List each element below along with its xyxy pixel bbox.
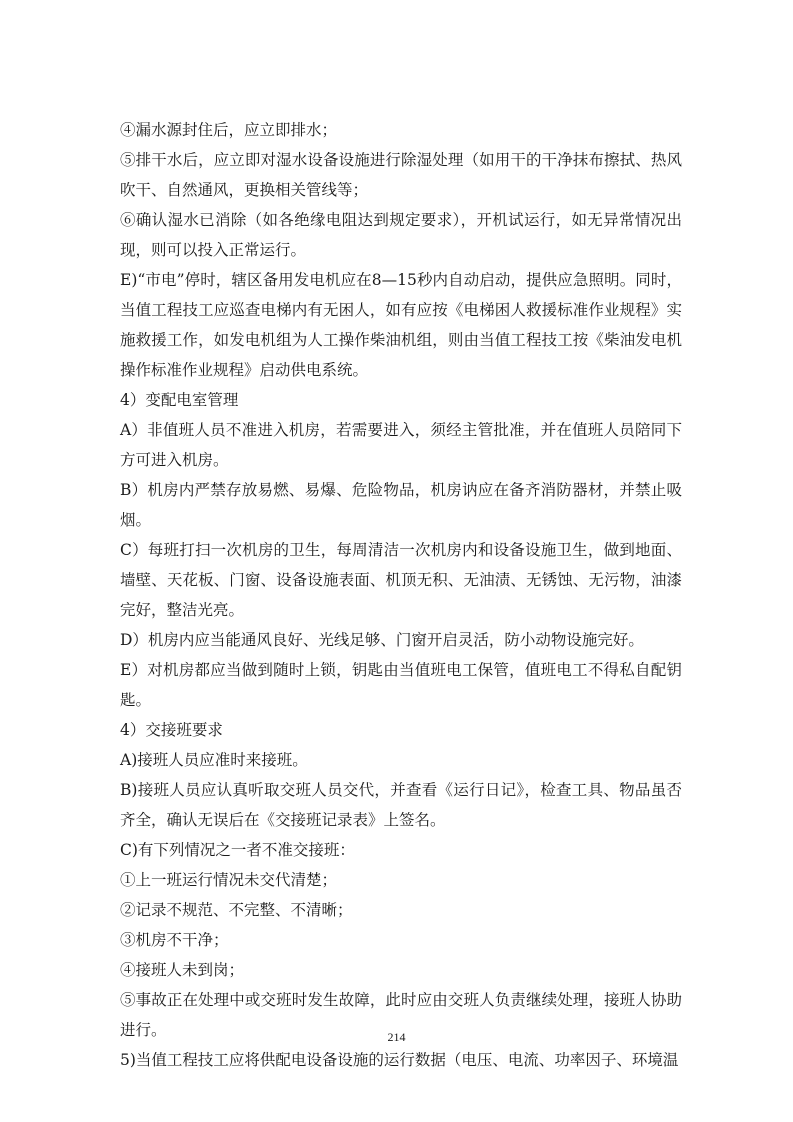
section-heading: 4）变配电室管理 [120,391,239,409]
paragraph: A）非值班人员不准进入机房，若需要进入，须经主管批准，并在值班人员陪同下方可进入机房。 [120,421,682,469]
paragraph: C）每班打扫一次机房的卫生，每周清洁一次机房内和设备设施卫生，做到地面、墙壁、天花板、门窗、设备设施表面、机顶无积、无油渍、无锈蚀、无污物，油漆完好，整洁光亮。 [120,541,682,619]
list-item: ①上一班运行情况未交代清楚； [120,871,338,889]
paragraph: ⑤排干水后，应立即对湿水设备设施进行除湿处理（如用干的干净抹布擦拭、热风吹干、自然通风，更换相关管线等； [120,151,682,199]
paragraph: E）对机房都应当做到随时上锁，钥匙由当值班电工保管，值班电工不得私自配钥匙。 [120,661,682,709]
list-item: ③机房不干净； [120,931,229,949]
list-item: ②记录不规范、不完整、不清晰； [120,901,353,919]
paragraph: E)“市电”停时，辖区备用发电机应在8—15秒内自动启动，提供应急照明。同时，当值工程技工应巡查电梯内有无困人，如有应按《电梯困人救援标准作业规程》实施救援工作，如发电机组为人工操作柴油机组，则由当值工程技工按《柴油发电机操作标准作业规程》启动供电系统。 [120,271,682,379]
paragraph: 5)当值工程技工应将供配电设备设施的运行数据（电压、电流、功率因子、环境温 [120,1051,679,1069]
paragraph: D）机房内应当能通风良好、光线足够、门窗开启灵活，防小动物设施完好。 [120,631,644,649]
page-number: 214 [387,1030,406,1044]
body-text [120,115,682,1075]
paragraph: A)接班人员应准时来接班。 [120,751,308,769]
list-item: ④接班人未到岗； [120,961,245,979]
paragraph: B)接班人员应认真听取交班人员交代，并查看《运行日记》，检查工具、物品虽否齐全，确认无误后在《交接班记录表》上签名。 [120,781,682,829]
paragraph: ④漏水源封住后，应立即排水； [120,121,338,139]
paragraph: ⑥确认湿水已消除（如各绝缘电阻达到规定要求），开机试运行，如无异常情况出现，则可以投入正常运行。 [120,211,682,259]
paragraph: C)有下列情况之一者不准交接班： [120,841,355,859]
list-item: ⑤事故正在处理中或交班时发生故障，此时应由交班人负责继续处理，接班人协助进行。 [120,991,682,1039]
section-heading: 4）交接班要求 [120,721,223,739]
paragraph: B）机房内严禁存放易燃、易爆、危险物品，机房讷应在备齐消防器材，并禁止吸烟。 [120,481,682,529]
